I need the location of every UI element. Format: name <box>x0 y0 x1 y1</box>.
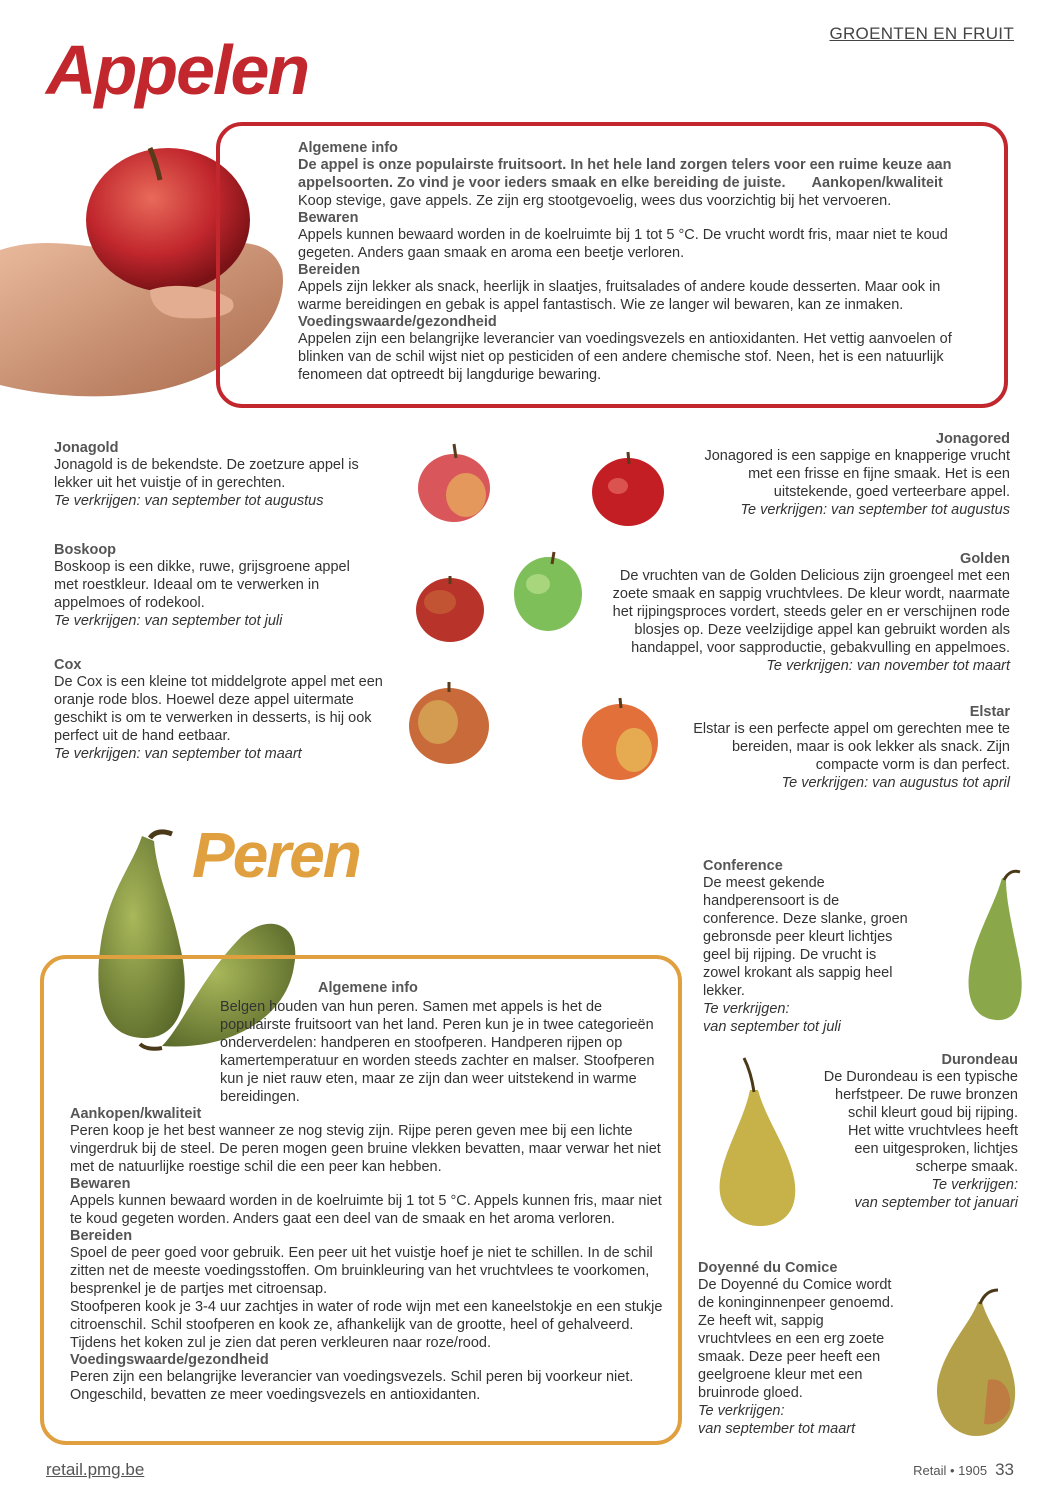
peren-title: Peren <box>192 819 360 891</box>
pear-health-text: Peren zijn een belangrijke leverancier van voedingsvezels. Schil peren bij voorkeur niet. Ongeschild, bevatten ze meer voedingsvezels en antioxidanten. <box>70 1369 634 1403</box>
apple-info-title: Algemene info <box>298 140 398 156</box>
variety-availability: Te verkrijgen: van september tot augustus <box>54 493 324 509</box>
pear-store-title: Bewaren <box>70 1176 131 1192</box>
variety-text: De Durondeau is een typische herfstpeer. De ruwe bronzen schil kleurt goud bij rijping. Het witte vruchtvlees heeft een uitgesproken, lichtjes scherpe smaak. <box>823 1069 1018 1175</box>
pear-info-block <box>70 998 664 1404</box>
pear-prep-text: Spoel de peer goed voor gebruik. Een peer uit het vuistje hoef je niet te schillen. In de schil zitten net de meeste voedingsstoffen. Om bruinkleuring van het vruchtvlees te voorkomen, besprenkel je de partjes met citroensap. <box>70 1245 653 1297</box>
variety-availability: Te verkrijgen: van september tot augustus <box>740 502 1010 518</box>
apple-prep-text: Appels zijn lekker als snack, heerlijk in slaatjes, fruitsalades of andere koude desserten. Maar ook in warme bereidingen en gebak is appel fantastisch. Wie ze langer wil bewaren, kan ze inmaken. <box>298 279 941 313</box>
variety-name: Elstar <box>969 704 1010 720</box>
pear-buy-text: Peren koop je het best wanneer ze nog stevig zijn. Rijpe peren geven mee bij een lichte vingerdruk bij de steel. De peren mogen geen bruine vlekken bevatten, maar verwar het niet met de natuurlijke roestige schil die een peer kan hebben. <box>70 1123 661 1175</box>
pear-prep-title: Bereiden <box>70 1228 133 1244</box>
variety-availability-label: Te verkrijgen: <box>931 1177 1018 1193</box>
apple-buy-title: Aankopen/kwaliteit <box>811 175 943 191</box>
pear-buy-title: Aankopen/kwaliteit <box>70 1106 202 1122</box>
variety-availability: van september tot januari <box>854 1195 1018 1211</box>
apple-health-text: Appelen zijn een belangrijke leverancier van voedingsvezels en antioxidanten. Het vettig aanvoelen of blinken van de schil wijst niet op pesticiden of een andere chemische stof. Neen, het is een natuurlijk fenomeen dat optreedt bij langdurige bewaring. <box>298 331 952 383</box>
variety-name: Doyenné du Comice <box>698 1260 838 1276</box>
variety-text: De Doyenné du Comice wordt de koninginnenpeer genoemd. Ze heeft wit, sappig vruchtvlees en een erg zoete smaak. Deze peer heeft een geelgroene kleur met een bruinrode gloed. <box>698 1277 894 1401</box>
apple-buy-text: Koop stevige, gave appels. Ze zijn erg stootgevoelig, wees dus voorzichtig bij het vervoeren. <box>298 193 892 209</box>
page-number: 33 <box>995 1460 1014 1479</box>
apple-intro: De appel is onze populairste fruitsoort. In het hele land zorgen telers voor een ruime keuze aan appelsoorten. Zo vind je voor ieders smaak en elke bereiding de juiste. Aankopen/kwaliteit <box>298 157 952 191</box>
variety-cox <box>54 657 400 763</box>
variety-availability: van september tot juli <box>703 1019 841 1035</box>
footer-issue-label: Retail • 1905 <box>913 1463 988 1478</box>
variety-availability: Te verkrijgen: van augustus tot april <box>781 775 1010 791</box>
footer-site-link[interactable]: retail.pmg.be <box>46 1460 145 1479</box>
variety-availability: van september tot maart <box>698 1421 856 1437</box>
variety-name: Durondeau <box>941 1052 1018 1068</box>
variety-name: Jonagored <box>935 431 1010 447</box>
variety-text: Boskoop is een dikke, ruwe, grijsgroene appel met roestkleur. Ideaal om te verwerken in appelmoes of rodekool. <box>54 559 350 611</box>
variety-text: De vruchten van de Golden Delicious zijn groengeel met een zoete smaak en sappig vruchtvlees. De kleur wordt, naarmate het rijpingsproces vordert, steeds geler en er verschijnen rode blosjes op. Deze veelzijdige appel kan gebruikt worden als handappel, voor sapproductie, gebakvulling en appelmoes. <box>612 568 1010 656</box>
variety-text: Elstar is een perfecte appel om gerechten mee te bereiden, maar is ook lekker als snack. Zijn compacte vorm is dan perfect. <box>693 721 1010 773</box>
conference-pear-image <box>940 860 1030 1030</box>
variety-name: Golden <box>960 551 1010 567</box>
variety-conference <box>703 858 913 1036</box>
variety-availability: Te verkrijgen: van september tot juli <box>54 613 283 629</box>
cox-apple-image <box>404 678 494 770</box>
variety-jonagored <box>688 431 1010 519</box>
apple-prep-title: Bereiden <box>298 262 361 278</box>
variety-elstar <box>682 704 1010 792</box>
apple-store-text: Appels kunnen bewaard worden in de koelruimte bij 1 tot 5 °C. De vrucht wordt fris, maar niet te koud gegeten. Anders gaan smaak en aroma een beetje verloren. <box>298 227 948 261</box>
variety-text: Jonagold is de bekendste. De zoetzure appel is lekker uit het vuistje of in gerechten. <box>54 457 359 491</box>
jonagored-apple-image <box>588 448 668 528</box>
variety-name: Boskoop <box>54 542 117 558</box>
doyenne-pear-image <box>918 1280 1028 1440</box>
elstar-apple-image <box>578 694 662 784</box>
variety-golden <box>598 551 1010 675</box>
golden-apple-image <box>508 548 588 634</box>
variety-boskoop <box>54 542 354 630</box>
apple-store-title: Bewaren <box>298 210 359 226</box>
variety-text: De Cox is een kleine tot middelgrote appel met een oranje rode blos. Hoewel deze appel uitermate geschikt is om te verwerken in desserts, is hij ook perfect uit de hand eetbaar. <box>54 674 383 744</box>
variety-availability: Te verkrijgen: van september tot maart <box>54 746 302 762</box>
variety-jonagold <box>54 440 384 510</box>
variety-availability: Te verkrijgen: van november tot maart <box>766 658 1010 674</box>
appelen-title: Appelen <box>46 31 309 109</box>
apple-health-title: Voedingswaarde/gezondheid <box>298 314 497 330</box>
variety-availability-label: Te verkrijgen: <box>698 1403 785 1419</box>
jonagold-apple-image <box>414 440 494 525</box>
durondeau-pear-image <box>700 1050 810 1228</box>
variety-durondeau <box>822 1052 1018 1212</box>
variety-availability-label: Te verkrijgen: <box>703 1001 790 1017</box>
pear-info-title: Algemene info <box>318 980 418 996</box>
footer-issue <box>913 1460 1014 1480</box>
pear-health-title: Voedingswaarde/gezondheid <box>70 1352 269 1368</box>
section-label: GROENTEN EN FRUIT <box>829 24 1014 43</box>
variety-text: Jonagored is een sappige en knapperige vrucht met een frisse en fijne smaak. Het is een uitstekende, goed verteerbare appel. <box>704 448 1010 500</box>
variety-name: Jonagold <box>54 440 119 456</box>
pear-prep-text-2: Stoofperen kook je 3-4 uur zachtjes in water of rode wijn met een kaneelstokje en een stukje citroenschil. Schil stoofperen en kook ze, afhankelijk van de grootte, heel of gehalveerd. Tijdens het koken zul je zien dat peren verkleuren naar roze/rood. <box>70 1299 663 1351</box>
pear-store-text: Appels kunnen bewaard worden in de koelruimte bij 1 tot 5 °C. Appels kunnen fris, maar niet te koud gegeten worden. Anders gaat een deel van de smaak en het aroma verloren. <box>70 1193 662 1227</box>
pear-intro: Belgen houden van hun peren. Samen met appels is het de populairste fruitsoort van het land. Peren kun je in twee categorieën onderverdelen: handperen en stoofperen. Handperen rijpen op kamertemperatuur en worden steeds zachter en malser. Stoofperen kun je niet rauw eten, maar ze zijn dan weer uitstekend in warme bereidingen. <box>220 999 655 1105</box>
variety-name: Conference <box>703 858 783 874</box>
apple-info-block <box>298 140 963 384</box>
variety-text: De meest gekende handperensoort is de conference. Deze slanke, groen gebronsde peer kleurt lichtjes geel bij rijping. De vrucht is zowel krokant als sappig heel lekker. <box>703 875 908 999</box>
variety-doyenne <box>698 1260 898 1438</box>
boskoop-apple-image <box>410 572 490 644</box>
variety-name: Cox <box>54 657 82 673</box>
